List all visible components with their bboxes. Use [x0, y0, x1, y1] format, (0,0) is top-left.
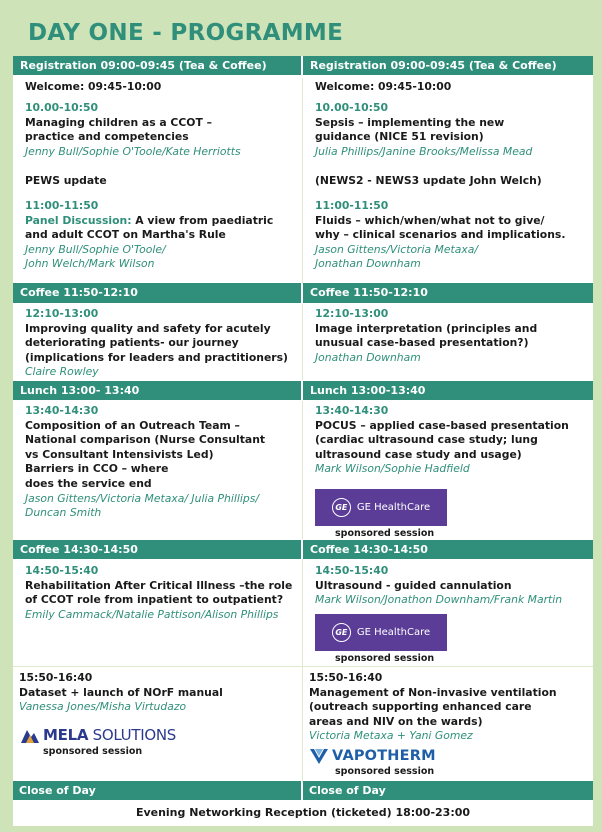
right-registration-bar: Registration 09:00-09:45 (Tea & Coffee) [303, 56, 593, 75]
ge-healthcare-logo [315, 489, 447, 526]
session-title: Composition of an Outreach Team – [25, 418, 240, 432]
session-speakers: Jonathan Downham [315, 350, 421, 364]
left-session-3 [13, 304, 302, 380]
session-title: Fluids – which/when/what not to give/ [315, 213, 545, 227]
session-title: areas and NIV on the wards) [309, 714, 483, 728]
right-close-of-day-bar: Close of Day [303, 781, 593, 800]
session-time: 10.00-10:50 [25, 101, 99, 114]
sponsor-name: GE HealthCare [356, 627, 431, 638]
session-speakers: Jenny Bull/Sophie O'Toole/ [25, 242, 166, 256]
session-time: 10.00-10:50 [315, 101, 389, 114]
page-title: DAY ONE - PROGRAMME [28, 20, 344, 46]
session-title: Rehabilitation After Critical Illness –the role [25, 578, 293, 592]
session-title: does the service end [25, 476, 152, 490]
sponsored-session-label: sponsored session [335, 766, 435, 777]
vapotherm-v-icon [309, 747, 329, 765]
left-registration-bar: Registration 09:00-09:45 (Tea & Coffee) [13, 56, 301, 75]
session-title: guidance (NICE 51 revision) [315, 130, 484, 144]
evening-reception-footer: Evening Networking Reception (ticketed) 18:00-23:00 [135, 806, 471, 819]
mela-mountain-icon [21, 727, 39, 743]
session-title: A view from paediatric [131, 213, 274, 227]
left-close-of-day-bar: Close of Day [13, 781, 301, 800]
session-speakers: Mark Wilson/Sophie Hadfield [315, 462, 470, 476]
session-speakers: Julia Phillips/Janine Brooks/Melissa Mead [315, 144, 533, 158]
left-pews-update: PEWS update [25, 174, 107, 187]
session-speakers: Vanessa Jones/Misha Virtudazo [19, 700, 187, 714]
sponsored-session-label: sponsored session [335, 528, 435, 539]
session-title: of CCOT role from inpatient to outpatient? [25, 593, 284, 607]
session-title: ultrasound case study and usage) [315, 447, 522, 461]
session-time: 11:00-11:50 [315, 199, 389, 212]
session-title: Ultrasound - guided cannulation [315, 578, 512, 592]
session-title: why – clinical scenarios and implications. [315, 228, 566, 242]
mela-solutions-logo [21, 726, 176, 744]
session-title: Dataset + launch of NOrF manual [19, 685, 223, 699]
session-title: POCUS – applied case-based presentation [315, 418, 569, 432]
left-session-4 [13, 401, 302, 521]
right-session-4 [303, 401, 593, 477]
session-title: Improving quality and safety for acutely [25, 321, 271, 335]
session-title: practice and competencies [25, 130, 189, 144]
session-speakers: Jason Gittens/Victoria Metaxa/ [315, 242, 478, 256]
session-title: National comparison (Nurse Consultant [25, 433, 266, 447]
programme-table [13, 56, 593, 826]
sponsor-name-suffix: SOLUTIONS [92, 726, 176, 744]
session-speakers: Emily Cammack/Natalie Pattison/Alison Phillips [25, 607, 279, 621]
sponsored-session-label: sponsored session [335, 653, 435, 664]
row-divider [13, 666, 593, 667]
ge-monogram-icon: GE [332, 498, 351, 517]
right-session-2 [303, 196, 593, 272]
left-lunch-bar: Lunch 13:00- 13:40 [13, 381, 301, 400]
ge-monogram-icon: GE [332, 623, 351, 642]
left-session-6 [13, 668, 302, 715]
session-time: 13:40-14:30 [25, 404, 99, 417]
right-session-1 [303, 98, 593, 159]
sponsored-session-label: sponsored session [43, 746, 143, 757]
session-speakers: Claire Rowley [25, 365, 99, 379]
session-title: Image interpretation (principles and [315, 321, 538, 335]
ge-healthcare-logo [315, 614, 447, 651]
session-speakers: Mark Wilson/Jonathon Downham/Frank Martin [315, 593, 563, 607]
left-welcome: Welcome: 09:45-10:00 [25, 80, 162, 93]
sponsor-name: MELA [43, 726, 89, 744]
session-time: 11:00-11:50 [25, 199, 99, 212]
session-speakers: Duncan Smith [25, 506, 102, 520]
sponsor-name: GE HealthCare [356, 502, 431, 513]
session-speakers: Jason Gittens/Victoria Metaxa/ Julia Phillips/ [25, 491, 259, 505]
left-session-2 [13, 196, 302, 272]
session-speakers: Jenny Bull/Sophie O'Toole/Kate Herriotts [25, 144, 241, 158]
session-time: 13:40-14:30 [315, 404, 389, 417]
right-welcome: Welcome: 09:45-10:00 [315, 80, 452, 93]
session-title: Sepsis – implementing the new [315, 115, 505, 129]
right-session-6 [303, 668, 593, 744]
session-title: Managing children as a CCOT – [25, 115, 212, 129]
session-title: (implications for leaders and practitioners) [25, 350, 288, 364]
session-title: (cardiac ultrasound case study; lung [315, 433, 538, 447]
left-session-1 [13, 98, 302, 159]
right-session-3 [303, 304, 593, 365]
left-coffee-bar-1: Coffee 11:50-12:10 [13, 283, 301, 303]
session-time: 14:50-15:40 [315, 564, 389, 577]
session-time: 12:10-13:00 [25, 307, 99, 320]
left-coffee-bar-2: Coffee 14:30-14:50 [13, 540, 301, 559]
session-speakers: Jonathan Downham [315, 257, 421, 271]
left-session-5 [13, 561, 302, 622]
session-title: Barriers in CCO – where [25, 462, 169, 476]
session-title: unusual case-based presentation?) [315, 336, 529, 350]
right-news-update: (NEWS2 - NEWS3 update John Welch) [315, 174, 542, 187]
session-time: 14:50-15:40 [25, 564, 99, 577]
session-title: deteriorating patients- our journey [25, 336, 239, 350]
right-lunch-bar: Lunch 13:00-13:40 [303, 381, 593, 400]
session-title: vs Consultant Intensivists Led) [25, 447, 214, 461]
sponsor-name: VAPOTHERM [332, 748, 436, 764]
panel-label: Panel Discussion: [25, 213, 132, 227]
right-coffee-bar-1: Coffee 11:50-12:10 [303, 283, 593, 303]
session-title: and adult CCOT on Martha's Rule [25, 228, 226, 242]
vapotherm-logo [309, 747, 436, 765]
right-coffee-bar-2: Coffee 14:30-14:50 [303, 540, 593, 559]
session-time: 12:10-13:00 [315, 307, 389, 320]
session-time: 15:50-16:40 [309, 671, 383, 684]
session-title: Management of Non-invasive ventilation [309, 685, 557, 699]
session-title: (outreach supporting enhanced care [309, 700, 532, 714]
right-session-5 [303, 561, 593, 608]
session-speakers: Victoria Metaxa + Yani Gomez [309, 729, 473, 743]
session-time: 15:50-16:40 [19, 671, 93, 684]
session-speakers: John Welch/Mark Wilson [25, 257, 155, 271]
